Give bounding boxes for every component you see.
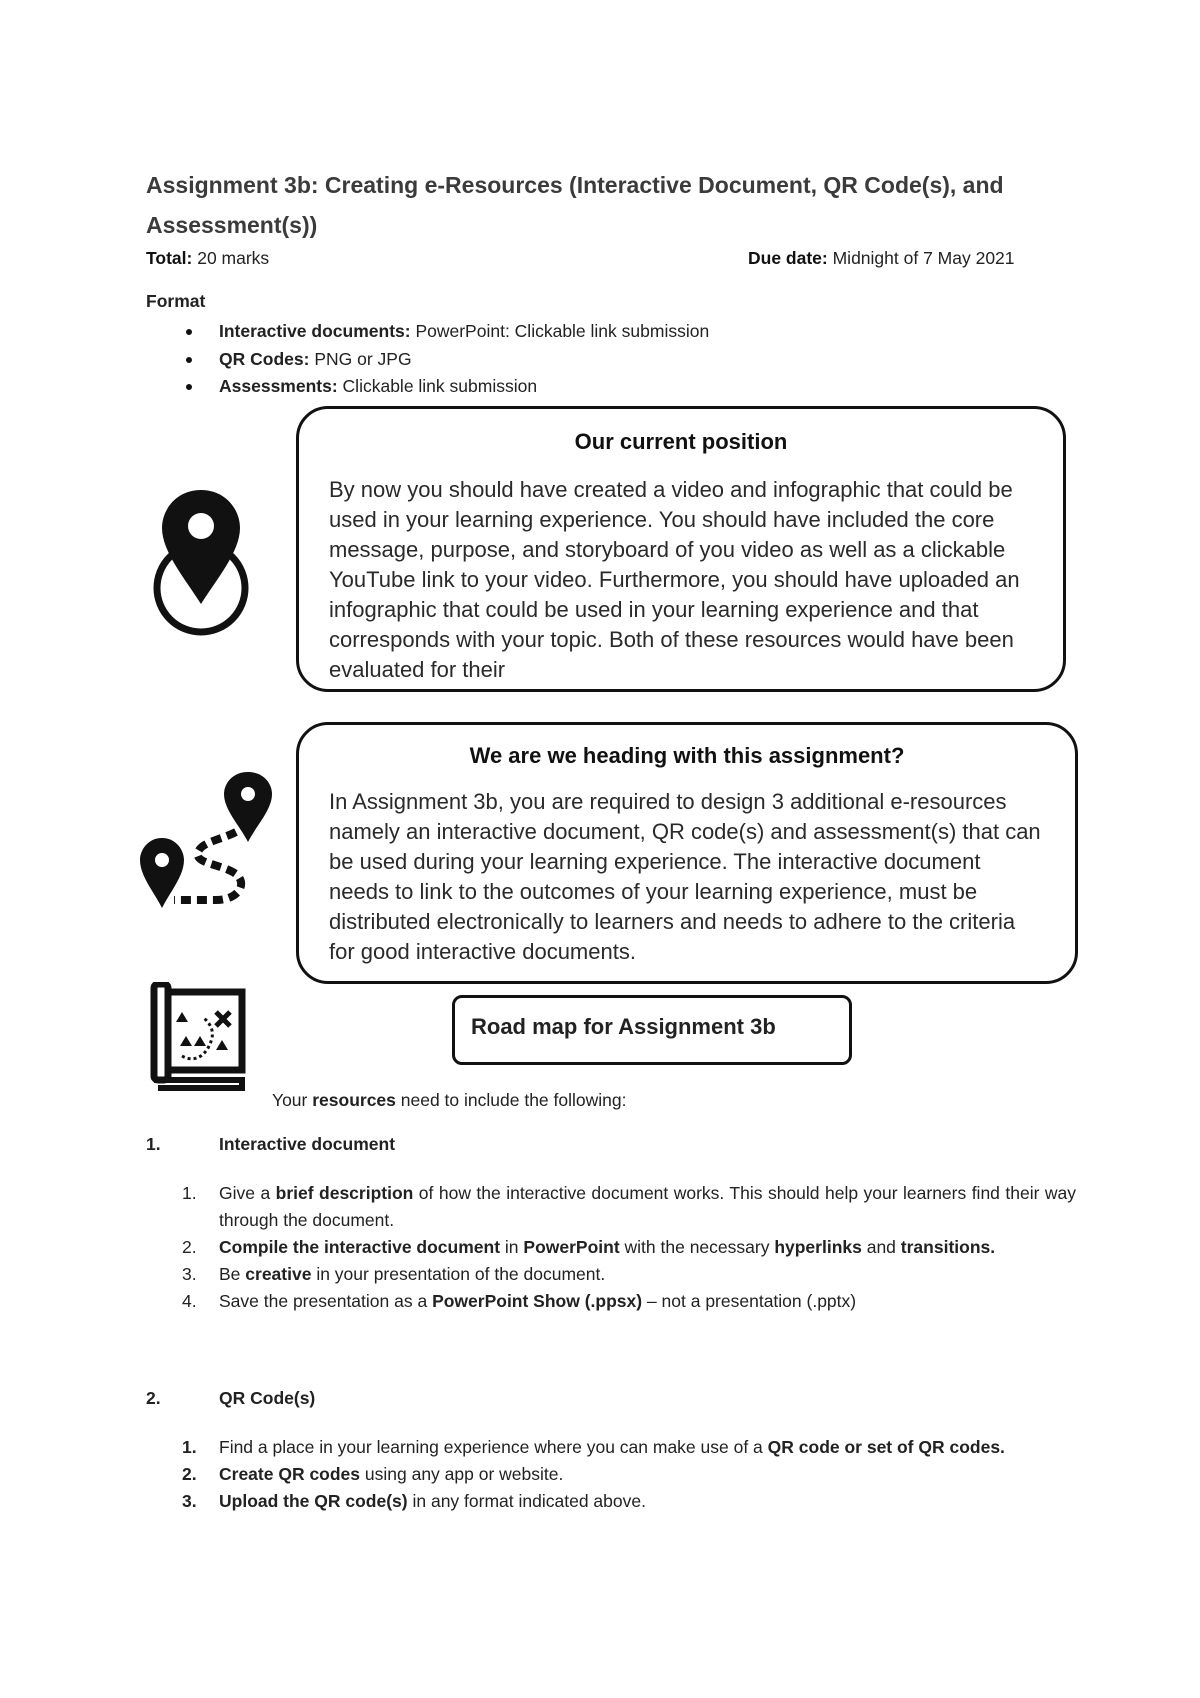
- bullet-dot: [186, 357, 192, 363]
- heading-box: [296, 722, 1078, 984]
- step-text: creative: [245, 1264, 312, 1284]
- steps-list: [146, 1180, 1076, 1315]
- step-text: hyperlinks: [774, 1237, 862, 1257]
- due-value: Midnight of 7 May 2021: [832, 248, 1015, 268]
- heading-text: In Assignment 3b, you are required to design 3 additional e-resources namely an interactive document, QR code(s) and assessment(s) that can be used during your learning experience. The interactive document needs to link to the outcomes of your learning experience, must be distributed electronically to learners and needs to adhere to the criteria for good interactive documents.: [329, 789, 1041, 964]
- total-value: 20 marks: [197, 248, 270, 268]
- list-item: Assessments: Clickable link submission: [146, 373, 709, 401]
- current-position-title: Our current position: [574, 429, 788, 454]
- treasure-map-icon: [146, 982, 254, 1092]
- step-text: – not a presentation (.pptx): [642, 1291, 857, 1311]
- due-label: Due date:: [748, 248, 828, 268]
- step-text: transitions.: [900, 1237, 996, 1257]
- section-number: 2.: [146, 1388, 161, 1408]
- intro-line: Your resources need to include the following:: [272, 1090, 627, 1110]
- section-number: 1.: [146, 1134, 161, 1154]
- step-text: QR code or set of QR codes.: [767, 1437, 1005, 1457]
- current-position-box: [296, 406, 1066, 692]
- list-item: [146, 1261, 1076, 1288]
- step-text: in any format indicated above.: [407, 1491, 646, 1511]
- list-item: QR Codes: PNG or JPG: [146, 346, 709, 374]
- list-item: [146, 1234, 1076, 1261]
- step-text: PowerPoint: [523, 1237, 620, 1257]
- list-item: [146, 1488, 1076, 1515]
- step-number: 2.: [182, 1237, 197, 1257]
- bullet-dot: [186, 384, 192, 390]
- due-date: [748, 248, 1015, 269]
- step-text: in: [500, 1237, 524, 1257]
- format-list: [146, 318, 709, 401]
- total-marks: [146, 248, 269, 269]
- step-text: in your presentation of the document.: [311, 1264, 606, 1284]
- step-text: Find a place in your learning experience where you can make use of a: [219, 1437, 768, 1457]
- list-item: [146, 1461, 1076, 1488]
- list-item: [146, 1180, 1076, 1234]
- heading-title: We are we heading with this assignment?: [469, 743, 905, 768]
- page-title: Assignment 3b: Creating e-Resources (Interactive Document, QR Code(s), and Assessment(s)): [146, 172, 1004, 238]
- list-item: [146, 1288, 1076, 1315]
- section-label: QR Code(s): [219, 1388, 316, 1408]
- step-text: Compile the interactive document: [219, 1237, 501, 1257]
- step-number: 1.: [182, 1437, 197, 1457]
- step-number: 4.: [182, 1291, 197, 1311]
- bullet-dot: [186, 329, 192, 335]
- total-label: Total:: [146, 248, 193, 268]
- step-text: Upload the QR code(s): [219, 1491, 408, 1511]
- current-position-text: By now you should have created a video and infographic that could be used in your learning experience. You should have included the core message, purpose, and storyboard of you video as well as a clickable YouTube link to your video. Furthermore, you should have uploaded an infographic that could be used in your learning experience and that corresponds with your topic. Both of these resources would have been evaluated for their: [329, 477, 1020, 682]
- section-label: Interactive document: [219, 1134, 396, 1154]
- step-text: PowerPoint Show (.ppsx): [432, 1291, 643, 1311]
- list-item: [146, 1434, 1076, 1461]
- roadmap-box: Road map for Assignment 3b: [452, 995, 852, 1065]
- map-pin-circle-icon: [128, 470, 258, 640]
- step-number: 3.: [182, 1264, 197, 1284]
- step-text: Create QR codes: [219, 1464, 361, 1484]
- list-item: Interactive documents: PowerPoint: Clickable link submission: [146, 318, 709, 346]
- step-text: with the necessary: [619, 1237, 775, 1257]
- step-text: of how the interactive document works. This should help your learners find their way through the document.: [219, 1183, 1076, 1230]
- step-number: 3.: [182, 1491, 197, 1511]
- step-number: 2.: [182, 1464, 197, 1484]
- step-text: Save the presentation as a: [219, 1291, 433, 1311]
- step-text: brief description: [275, 1183, 414, 1203]
- step-text: Give a: [219, 1183, 276, 1203]
- step-text: using any app or website.: [360, 1464, 564, 1484]
- format-heading: Format: [146, 291, 206, 311]
- step-text: Be: [219, 1264, 246, 1284]
- steps-list: [146, 1434, 1076, 1515]
- step-number: 1.: [182, 1183, 197, 1203]
- route-path-icon: [140, 770, 275, 910]
- step-text: and: [861, 1237, 901, 1257]
